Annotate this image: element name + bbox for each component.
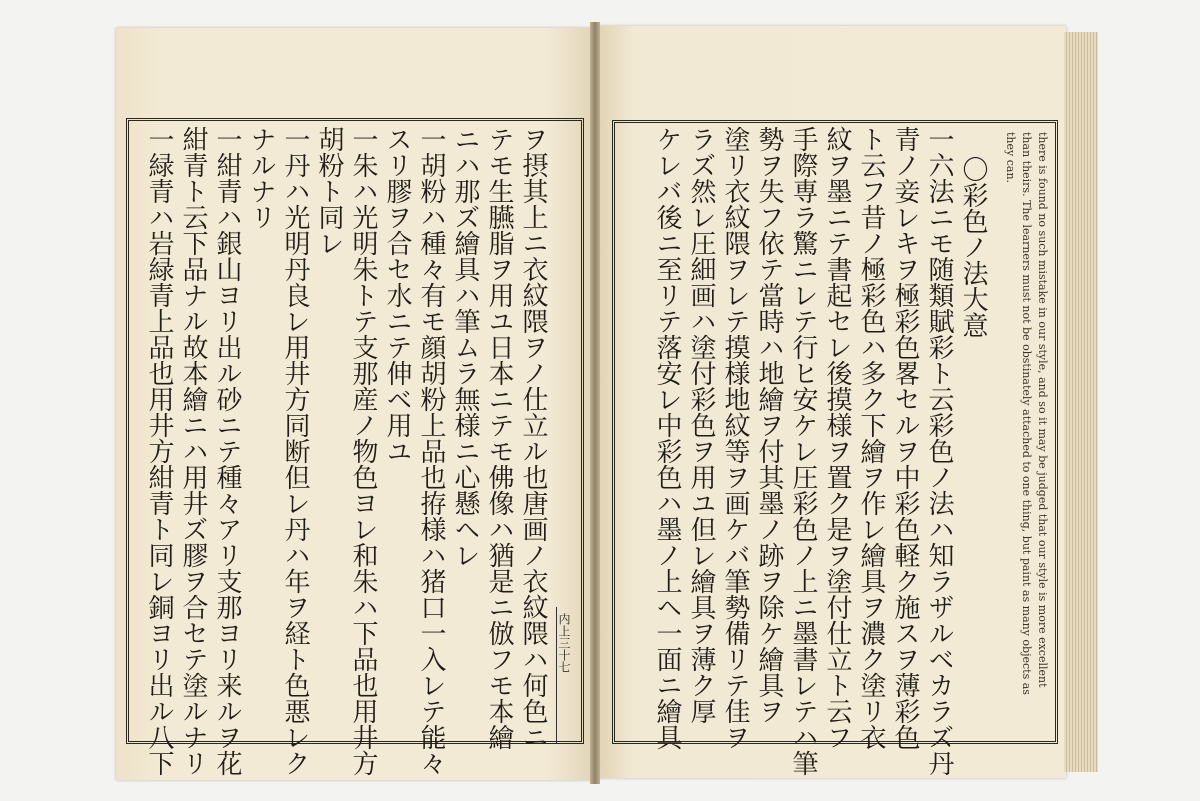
book-gutter bbox=[590, 22, 600, 784]
text-column: テモ生臙脂ヲ用ユ日本ニテモ佛像ハ猶是ニ倣フモ本繪 bbox=[484, 126, 514, 750]
english-line: they can. bbox=[1004, 132, 1017, 184]
text-column: 一朱ハ光明朱トテ支那産ノ物色ヨレ和朱ハ下品也用井方 bbox=[348, 126, 378, 776]
english-text bbox=[1000, 132, 1050, 732]
open-book bbox=[112, 22, 1102, 784]
english-line: than theirs. The learners must not be obstinately attached to one thing, but paint as many objects as bbox=[1020, 132, 1033, 695]
text-column: 一紺青ハ銀山ヨリ出ル砂ニテ種々アリ支那ヨリ来ルヲ花 bbox=[212, 126, 242, 776]
text-column: 塗リ衣紋隈ヲレテ摸様地紋等ヲ画ケバ筆勢備リテ佳ヲ bbox=[720, 126, 750, 750]
page-edges bbox=[1064, 32, 1098, 772]
text-column: ト云フ昔ノ極彩色ハ多ク下繪ヲ作レ繪具ヲ濃ク塗リ衣 bbox=[856, 126, 886, 750]
text-column: 紺青ト云下品ナル故本繪ニハ用井ズ膠ヲ合セテ塗ルナリ bbox=[178, 126, 208, 776]
text-column: 胡粉ト同レ bbox=[314, 126, 344, 256]
text-column: 一緑青ハ岩緑青上品也用井方紺青ト同レ銅ヨリ出ル八下 bbox=[144, 126, 174, 776]
text-column: 一六法ニモ随類賦彩ト云彩色ノ法ハ知ラザルベカラズ丹 bbox=[924, 126, 954, 776]
right-page-text bbox=[650, 126, 990, 776]
english-line: there is found no such mistake in our style, and so it may be judged that our style is more excellent bbox=[1036, 132, 1049, 688]
text-column: 一丹ハ光明丹良レ用井方同断但レ丹ハ年ヲ経ト色悪レク bbox=[280, 126, 310, 776]
section-title: 〇彩色ノ法大意 bbox=[958, 156, 988, 338]
text-column: ラズ然レ圧細画ハ塗付彩色ヲ用ユ但レ繪具ヲ薄ク厚 bbox=[686, 126, 716, 724]
text-column: スリ膠ヲ合セ水ニテ伸ベ用ユ bbox=[382, 126, 412, 464]
page-number: 内上三十七 bbox=[556, 607, 573, 743]
left-page-text bbox=[142, 126, 550, 776]
text-column: 勢ヲ失フ依テ當時ハ地繪ヲ付其墨ノ跡ヲ除ケ繪具ヲ bbox=[754, 126, 784, 724]
text-column: ヲ摂其上ニ衣紋隈ヲノ仕立ル也唐画ノ衣紋隈ハ何色ニ bbox=[518, 126, 548, 750]
text-column: 手際専ラ驚ニレテ行ヒ安ケレ圧彩色ノ上ニ墨書レテハ筆 bbox=[788, 126, 818, 776]
text-column: ケレバ後ニ至リテ落安レ中彩色ハ墨ノ上ヘ一面ニ繪具 bbox=[652, 126, 682, 750]
text-column: 青ノ妾レキヲ極彩色畧セルヲ中彩色軽ク施スヲ薄彩色 bbox=[890, 126, 920, 750]
text-column: 一胡粉ハ種々有モ顔胡粉上品也拵様ハ猪口一入レテ能々 bbox=[416, 126, 446, 776]
text-column: ニハ那ズ繪具ハ筆ムラ無様ニ心懸ヘレ bbox=[450, 126, 480, 568]
text-column: ナルナリ bbox=[246, 126, 276, 230]
text-column: 紋ヲ墨ニテ書起セレ後摸様ヲ置ク是ヲ塗付仕立ト云フ bbox=[822, 126, 852, 750]
